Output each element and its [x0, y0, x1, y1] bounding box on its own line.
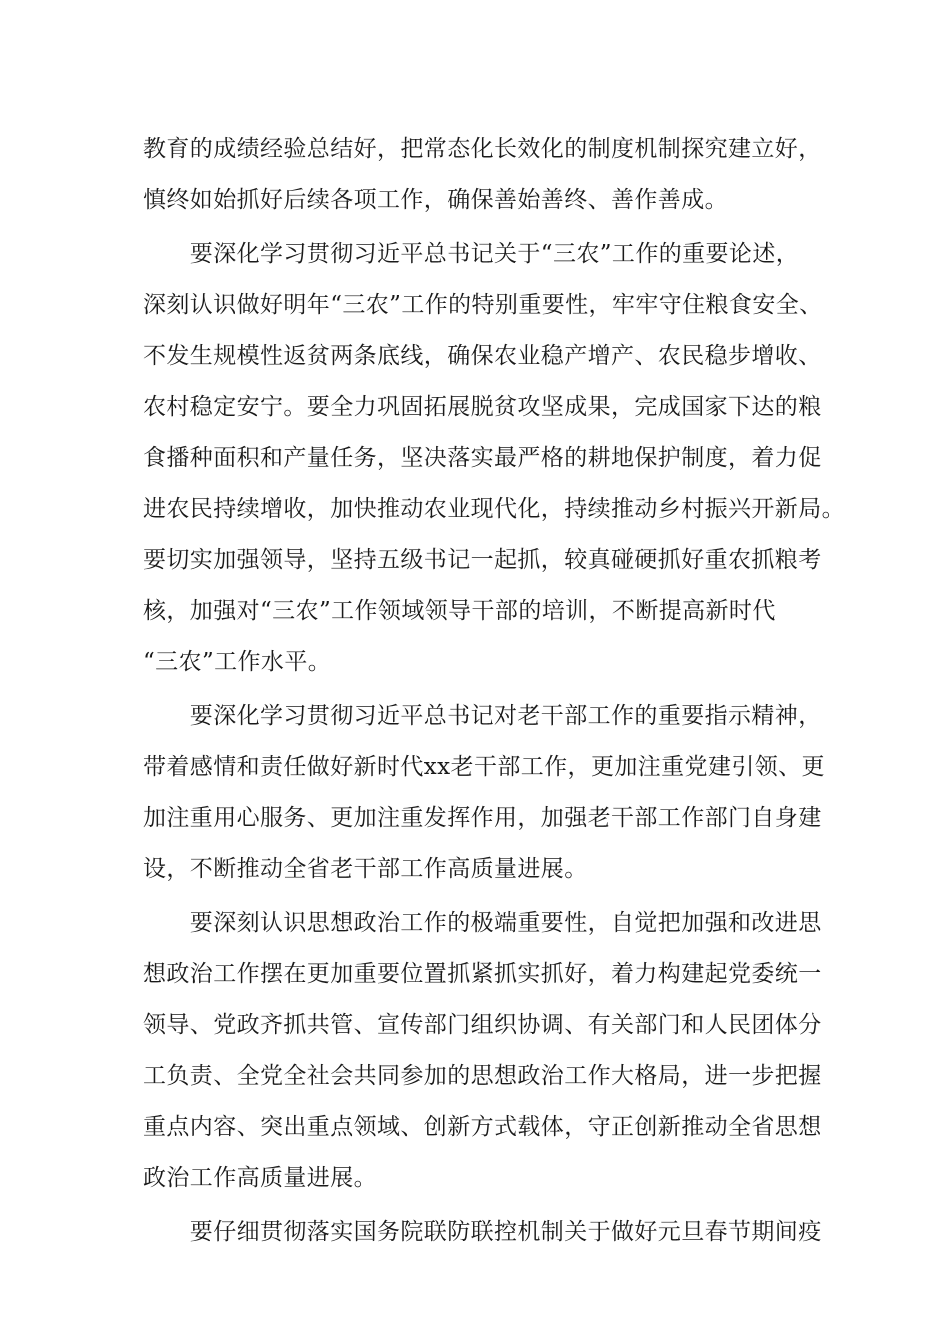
paragraph — [143, 124, 843, 226]
text-line: 要深化学习贯彻习近平总书记关于“三农”工作的重要论述， — [143, 241, 800, 267]
text-line: 深刻认识做好明年“三农”工作的特别重要性，牢牢守住粮食安全、 — [143, 292, 823, 318]
paragraph — [143, 898, 843, 1204]
text-line: 不发生规模性返贫两条底线，确保农业稳产增产、农民稳步增收、 — [143, 343, 822, 369]
text-line: 想政治工作摆在更加重要位置抓紧抓实抓好，着力构建起党委统一 — [143, 961, 822, 987]
text-line: “三农”工作水平。 — [143, 649, 332, 675]
paragraph — [143, 229, 843, 688]
text-line: 要深刻认识思想政治工作的极端重要性，自觉把加强和改进思 — [143, 910, 822, 936]
text-line: 教育的成绩经验总结好，把常态化长效化的制度机制探究建立好， — [143, 136, 822, 162]
text-line: 要仔细贯彻落实国务院联防联控机制关于做好元旦春节期间疫 — [143, 1219, 822, 1245]
text-line: 要深化学习贯彻习近平总书记对老干部工作的重要指示精神， — [143, 703, 822, 729]
text-line: 进农民持续增收，加快推动农业现代化，持续推动乡村振兴开新局。 — [143, 496, 845, 522]
paragraph — [143, 1207, 843, 1258]
text-line: 带着感情和责任做好新时代xx老干部工作，更加注重党建引领、更 — [143, 754, 825, 780]
text-line: 领导、党政齐抓共管、宣传部门组织协调、有关部门和人民团体分 — [143, 1012, 822, 1038]
text-line: 食播种面积和产量任务，坚决落实最严格的耕地保护制度，着力促 — [143, 445, 822, 471]
text-line: 政治工作高质量进展。 — [143, 1165, 377, 1191]
text-line: 加注重用心服务、更加注重发挥作用，加强老干部工作部门自身建 — [143, 805, 822, 831]
text-line: 要切实加强领导，坚持五级书记一起抓，较真碰硬抓好重农抓粮考 — [143, 547, 822, 573]
paragraph — [143, 691, 843, 895]
text-line: 慎终如始抓好后续各项工作，确保善始善终、善作善成。 — [143, 187, 728, 213]
text-line: 设，不断推动全省老干部工作高质量进展。 — [143, 856, 588, 882]
document-body — [143, 124, 843, 1258]
text-line: 农村稳定安宁。要全力巩固拓展脱贫攻坚成果，完成国家下达的粮 — [143, 394, 822, 420]
text-line: 工负责、全党全社会共同参加的思想政治工作大格局，进一步把握 — [143, 1063, 822, 1089]
text-line: 核，加强对“三农”工作领域领导干部的培训，不断提高新时代 — [143, 598, 776, 624]
text-line: 重点内容、突出重点领域、创新方式载体，守正创新推动全省思想 — [143, 1114, 822, 1140]
